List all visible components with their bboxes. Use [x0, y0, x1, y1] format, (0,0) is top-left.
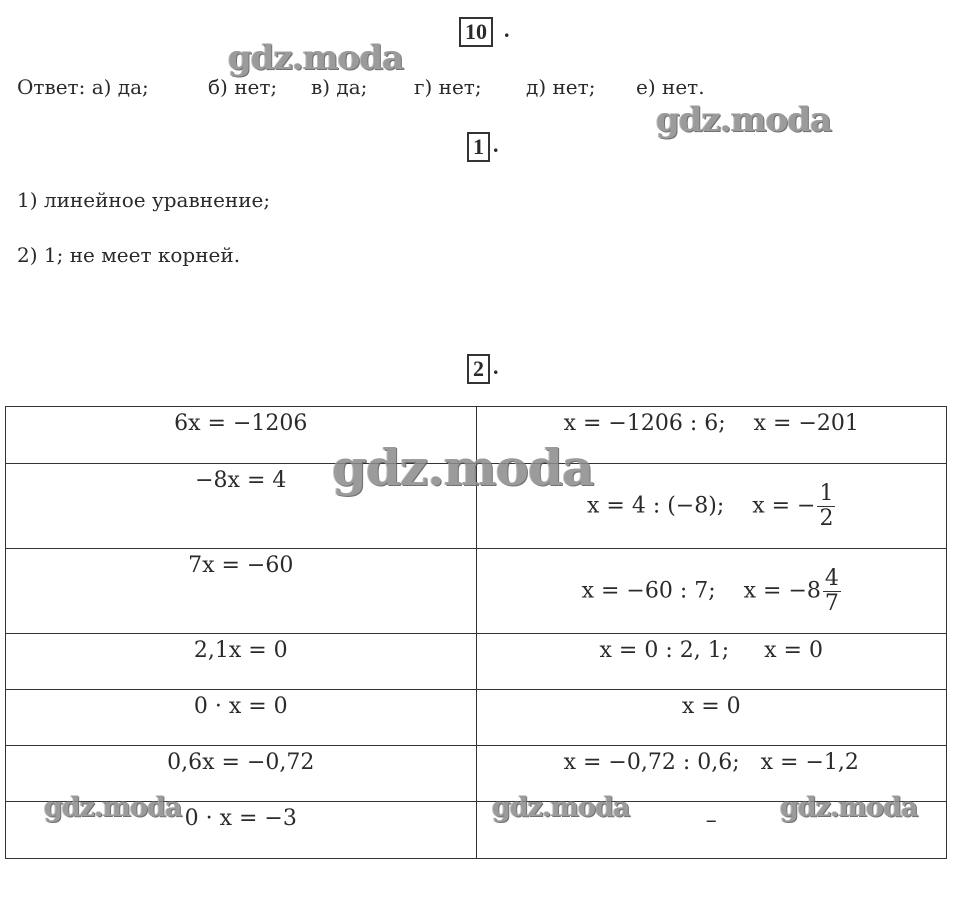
answer-d: д) нет; [526, 75, 596, 99]
equation: 6x = −1206 [174, 411, 308, 436]
answer-e: е) нет. [636, 75, 705, 99]
solution-step: x = −0,72 : 0,6; [563, 750, 740, 775]
task-number-2 [467, 354, 490, 384]
watermark: gdz.moda [44, 792, 182, 823]
task-number-2-text: 2 [473, 356, 484, 381]
solution-step: x = 0 : 2, 1; [599, 638, 730, 663]
right-cell [476, 634, 947, 690]
solution-result: x = −1,2 [760, 750, 859, 775]
fraction [817, 482, 835, 531]
task-number-10-text: 10 [465, 19, 487, 44]
answer-g: г) нет; [414, 75, 482, 99]
fraction-numerator: 1 [819, 480, 834, 506]
watermark: gdz.moda [228, 38, 404, 78]
right-cell [476, 549, 947, 634]
equation: 2,1x = 0 [193, 638, 288, 663]
fraction-denominator: 2 [819, 505, 834, 531]
equation: 0 · x = −3 [184, 806, 297, 831]
equation: −8x = 4 [195, 468, 287, 493]
solution-result: x = −201 [753, 411, 859, 436]
watermark: gdz.moda [780, 792, 918, 823]
table-row [6, 549, 947, 634]
task-number-10-dot: . [504, 17, 510, 42]
answer-v: в) да; [311, 75, 368, 99]
task-number-10 [459, 17, 493, 47]
solution-result: x = 0 [681, 694, 741, 719]
task-number-1-text: 1 [473, 134, 484, 159]
no-solution-dash: – [705, 808, 717, 833]
right-cell [476, 690, 947, 746]
equation: 0,6x = −0,72 [167, 750, 315, 775]
table-row [6, 634, 947, 690]
solution-step: x = −60 : 7; [581, 578, 716, 603]
watermark: gdz.moda [656, 100, 832, 140]
solution-step: x = 4 : (−8); [587, 493, 725, 518]
equation: 0 · x = 0 [193, 694, 288, 719]
solution-result: x = 0 [764, 638, 823, 663]
fraction-denominator: 7 [824, 590, 839, 616]
answer-line-1: 1) линейное уравнение; [17, 188, 271, 212]
table-row [6, 690, 947, 746]
left-cell [6, 549, 477, 634]
answer-prefix: Ответ: а) да; [17, 75, 149, 99]
watermark: gdz.moda [332, 438, 594, 497]
solution-step: x = −1206 : 6; [563, 411, 726, 436]
watermark: gdz.moda [492, 792, 630, 823]
fraction [823, 567, 841, 616]
left-cell [6, 690, 477, 746]
left-cell [6, 634, 477, 690]
solution-result-prefix: x = −8 [743, 578, 821, 603]
task-number-2-dot: . [493, 354, 499, 379]
solution-result-prefix: x = − [752, 493, 816, 518]
task-number-1 [467, 132, 490, 162]
fraction-numerator: 4 [824, 565, 839, 591]
answer-b: б) нет; [208, 75, 278, 99]
task-number-1-dot: . [493, 132, 499, 157]
equation: 7x = −60 [188, 553, 294, 578]
answer-line-2: 2) 1; не меет корней. [17, 243, 241, 267]
